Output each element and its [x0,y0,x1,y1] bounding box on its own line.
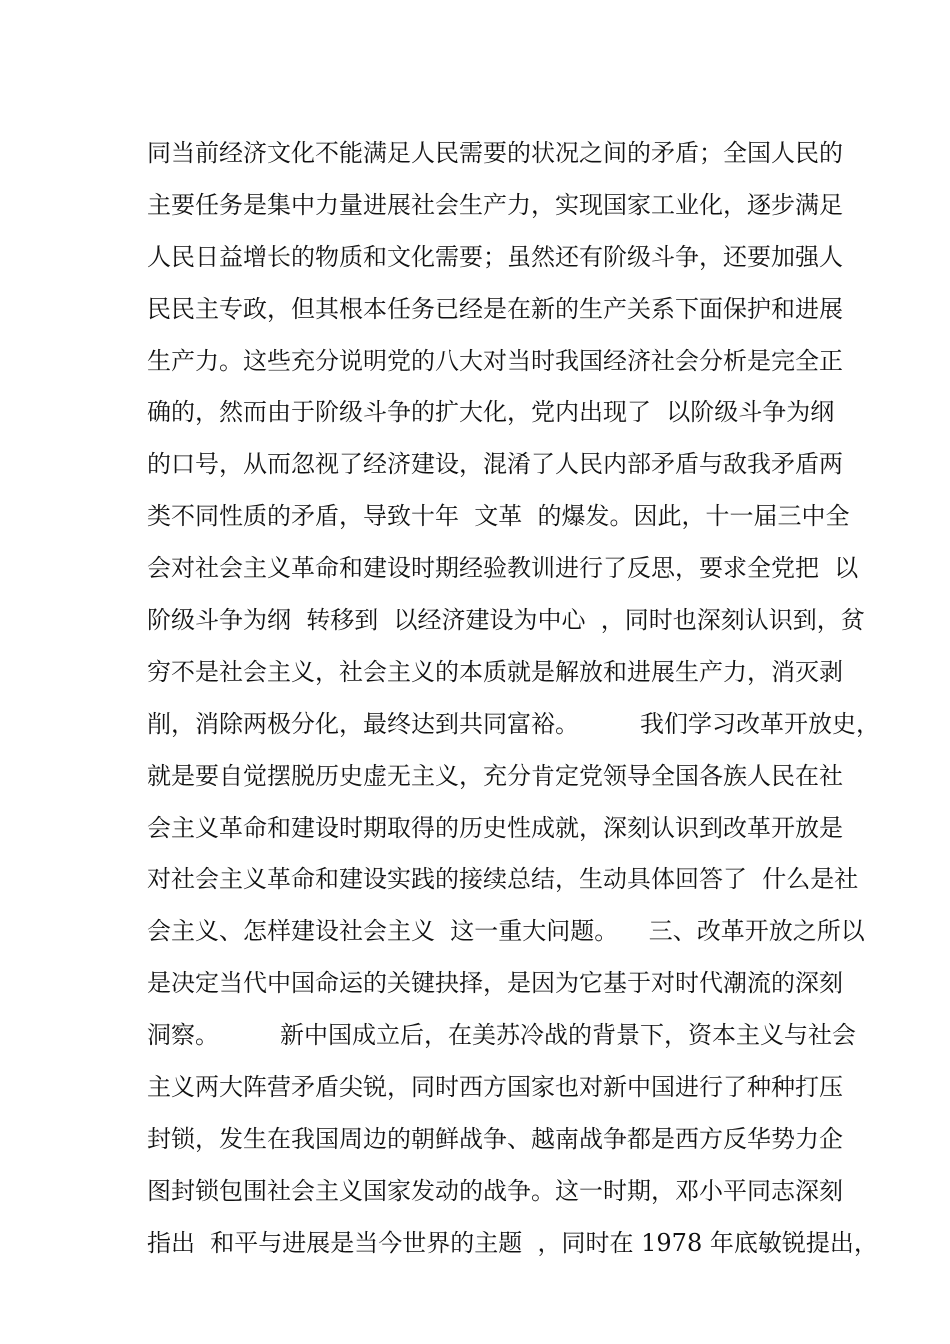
text-line: 确的，然而由于阶级斗争的扩大化，党内出现了 以阶级斗争为纲 [147,398,835,427]
text-line: 主义两大阵营矛盾尖锐，同时西方国家也对新中国进行了种种打压 [147,1073,843,1102]
text-line: 会对社会主义革命和建设时期经验教训进行了反思，要求全党把 以 [147,554,859,583]
text-line: 会主义、怎样建设社会主义 这一重大问题。 三、改革开放之所以 [147,917,865,946]
body-text [147,134,881,1276]
text-line: 图封锁包围社会主义国家发动的战争。这一时期，邓小平同志深刻 [147,1176,843,1205]
text-line: 是决定当代中国命运的关键抉择，是因为它基于对时代潮流的深刻 [147,969,843,998]
text-line: 人民日益增长的物质和文化需要；虽然还有阶级斗争，还要加强人 [147,242,843,271]
text-line: 封锁，发生在我国周边的朝鲜战争、越南战争都是西方反华势力企 [147,1124,843,1153]
text-line: 对社会主义革命和建设实践的接续总结，生动具体回答了 什么是社 [147,865,859,894]
text-line: 生产力。这些充分说明党的八大对当时我国经济社会分析是完全正 [147,346,843,375]
text-line: 阶级斗争为纲 转移到 以经济建设为中心 ，同时也深刻认识到，贫 [147,606,865,635]
text-line: 削，消除两极分化，最终达到共同富裕。 我们学习改革开放史， [147,709,881,738]
text-line: 就是要自觉摆脱历史虚无主义，充分肯定党领导全国各族人民在社 [147,761,843,790]
text-line: 民民主专政，但其根本任务已经是在新的生产关系下面保护和进展 [147,294,843,323]
text-line: 穷不是社会主义，社会主义的本质就是解放和进展生产力，消灭剥 [147,657,843,686]
text-line: 类不同性质的矛盾，导致十年 文革 的爆发。因此，十一届三中全 [147,502,850,531]
text-line: 指出 和平与进展是当今世界的主题 ，同时在 1978 年底敏锐提出， [147,1228,878,1257]
text-line: 主要任务是集中力量进展社会生产力，实现国家工业化，逐步满足 [147,190,843,219]
text-line: 的口号，从而忽视了经济建设，混淆了人民内部矛盾与敌我矛盾两 [147,450,843,479]
text-line: 洞察。 新中国成立后，在美苏冷战的背景下，资本主义与社会 [147,1021,857,1050]
text-line: 会主义革命和建设时期取得的历史性成就，深刻认识到改革开放是 [147,813,843,842]
text-line: 同当前经济文化不能满足人民需要的状况之间的矛盾；全国人民的 [147,139,843,167]
